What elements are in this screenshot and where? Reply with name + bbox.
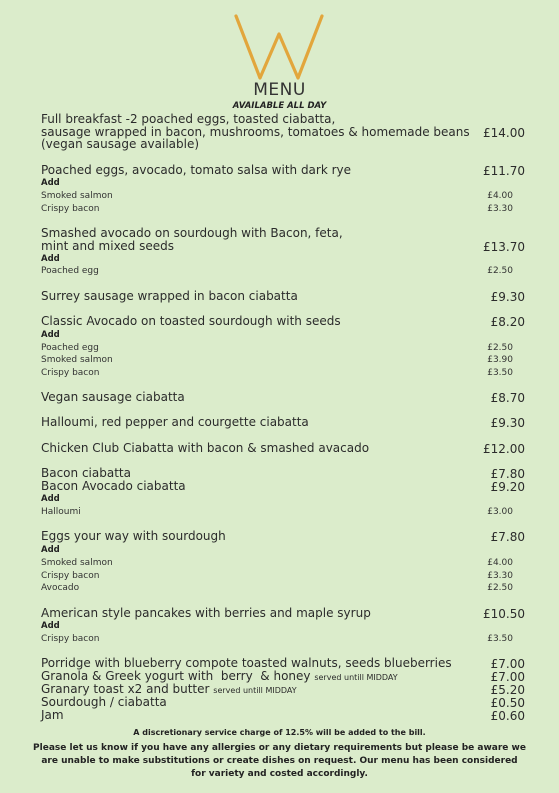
menu-item-smashed-avocado: [41, 227, 525, 252]
extra-name: Avocado: [41, 583, 80, 593]
extra-price: £2.50: [487, 343, 513, 353]
item-name: Sourdough / ciabatta: [41, 695, 167, 709]
item-price: £9.30: [490, 290, 525, 304]
extra-item: [41, 355, 513, 365]
extra-item: [41, 204, 513, 214]
extra-item: [41, 191, 513, 201]
item-price: £8.20: [490, 315, 525, 329]
extra-item: [41, 266, 513, 276]
item-name: Jam: [41, 708, 64, 722]
restaurant-logo: [230, 12, 328, 82]
service-charge-note: A discretionary service charge of 12.5% will be added to the bill.: [133, 728, 426, 737]
menu-item-porridge: [41, 657, 525, 670]
extra-item: [41, 583, 513, 593]
menu-item-halloumi-ciabatta: [41, 416, 525, 429]
item-name: Bacon Avocado ciabatta: [41, 479, 186, 493]
menu-item-jam: [41, 709, 525, 722]
extra-price: £3.50: [487, 368, 513, 378]
add-label: Add: [41, 621, 60, 631]
item-price: £7.00: [490, 670, 525, 684]
menu-item-surrey-sausage: [41, 290, 525, 303]
allergy-line: Please let us know if you have any allergies or any dietary requirements but please be aware we: [33, 743, 526, 753]
extra-price: £3.00: [487, 507, 513, 517]
item-note: served untill MIDDAY: [314, 673, 398, 682]
item-price: £0.50: [490, 696, 525, 710]
extra-price: £3.50: [487, 634, 513, 644]
extra-name: Smoked salmon: [41, 355, 113, 365]
add-label: Add: [41, 330, 60, 340]
extra-item: [41, 558, 513, 568]
item-name-text: Granola & Greek yogurt with berry & honey: [41, 669, 311, 683]
extra-name: Crispy bacon: [41, 204, 100, 214]
item-name-line: Smashed avocado on sourdough with Bacon, feta,: [41, 226, 343, 240]
item-name: Classic Avocado on toasted sourdough with seeds: [41, 314, 341, 328]
extra-name: Poached egg: [41, 266, 99, 276]
extra-price: £2.50: [487, 266, 513, 276]
item-price: £7.00: [490, 657, 525, 671]
allergy-line: for variety and costed accordingly.: [191, 769, 368, 779]
menu-item-bacon-avocado: [41, 480, 525, 493]
item-price: £8.70: [490, 391, 525, 405]
item-price: £7.80: [490, 530, 525, 544]
allergy-notice: [30, 742, 529, 781]
allergy-line: are unable to make substitutions or create dishes on request. Our menu has been considered: [41, 756, 518, 766]
item-price: £5.20: [490, 683, 525, 697]
item-name: Surrey sausage wrapped in bacon ciabatta: [41, 289, 298, 303]
add-label: Add: [41, 254, 60, 264]
extra-name: Halloumi: [41, 507, 81, 517]
item-price: £9.30: [490, 416, 525, 430]
item-price: £11.70: [483, 164, 525, 178]
item-price: £13.70: [483, 240, 525, 254]
extra-name: Crispy bacon: [41, 368, 100, 378]
item-price: £9.20: [490, 480, 525, 494]
item-name: Bacon ciabatta: [41, 466, 131, 480]
extra-item: [41, 368, 513, 378]
item-name: Porridge with blueberry compote toasted walnuts, seeds blueberries: [41, 656, 452, 670]
add-label: Add: [41, 545, 60, 555]
extra-name: Smoked salmon: [41, 558, 113, 568]
extra-name: Smoked salmon: [41, 191, 113, 201]
menu-item-poached-eggs: [41, 164, 525, 177]
menu-item-chicken-club: [41, 442, 525, 455]
add-label: Add: [41, 494, 60, 504]
item-price: £14.00: [483, 126, 525, 140]
extra-price: £4.00: [487, 558, 513, 568]
item-note: served untill MIDDAY: [213, 686, 297, 695]
extra-price: £3.30: [487, 204, 513, 214]
menu-item-bacon-ciabatta: [41, 467, 525, 480]
item-name-line: Full breakfast -2 poached eggs, toasted ciabatta,: [41, 112, 336, 126]
item-name: Eggs your way with sourdough: [41, 529, 226, 543]
extra-price: £3.30: [487, 571, 513, 581]
item-name: Poached eggs, avocado, tomato salsa with dark rye: [41, 163, 352, 177]
extra-price: £2.50: [487, 583, 513, 593]
extra-name: Crispy bacon: [41, 571, 100, 581]
item-name-line: sausage wrapped in bacon, mushrooms, tomatoes & homemade beans: [41, 124, 470, 139]
item-price: £10.50: [483, 607, 525, 621]
item-name-text: Granary toast x2 and butter: [41, 682, 210, 696]
extra-name: Poached egg: [41, 343, 99, 353]
menu-item-eggs-your-way: [41, 530, 525, 543]
item-name-line: mint and mixed seeds: [41, 238, 174, 253]
menu-item-pancakes: [41, 607, 525, 620]
menu-item-classic-avocado: [41, 315, 525, 328]
menu-subtitle: AVAILABLE ALL DAY: [232, 101, 327, 111]
item-name-line: (vegan sausage available): [41, 137, 200, 152]
add-label: Add: [41, 178, 60, 188]
extra-item: [41, 507, 513, 517]
extra-price: £3.90: [487, 355, 513, 365]
item-name: American style pancakes with berries and maple syrup: [41, 606, 371, 620]
item-price: £12.00: [483, 442, 525, 456]
extra-price: £4.00: [487, 191, 513, 201]
extra-item: [41, 571, 513, 581]
menu-item-sourdough: [41, 696, 525, 709]
extra-name: Crispy bacon: [41, 634, 100, 644]
item-name: Chicken Club Ciabatta with bacon & smashed avacado: [41, 441, 370, 455]
item-price: £7.80: [490, 467, 525, 481]
extra-item: [41, 634, 513, 644]
item-price: £0.60: [490, 709, 525, 723]
menu-title: MENU: [253, 80, 306, 100]
item-name: Halloumi, red pepper and courgette ciabatta: [41, 415, 309, 429]
menu-item-full-breakfast: [41, 113, 525, 151]
menu-item-vegan-sausage: [41, 391, 525, 404]
extra-item: [41, 343, 513, 353]
item-name: Vegan sausage ciabatta: [41, 390, 185, 404]
